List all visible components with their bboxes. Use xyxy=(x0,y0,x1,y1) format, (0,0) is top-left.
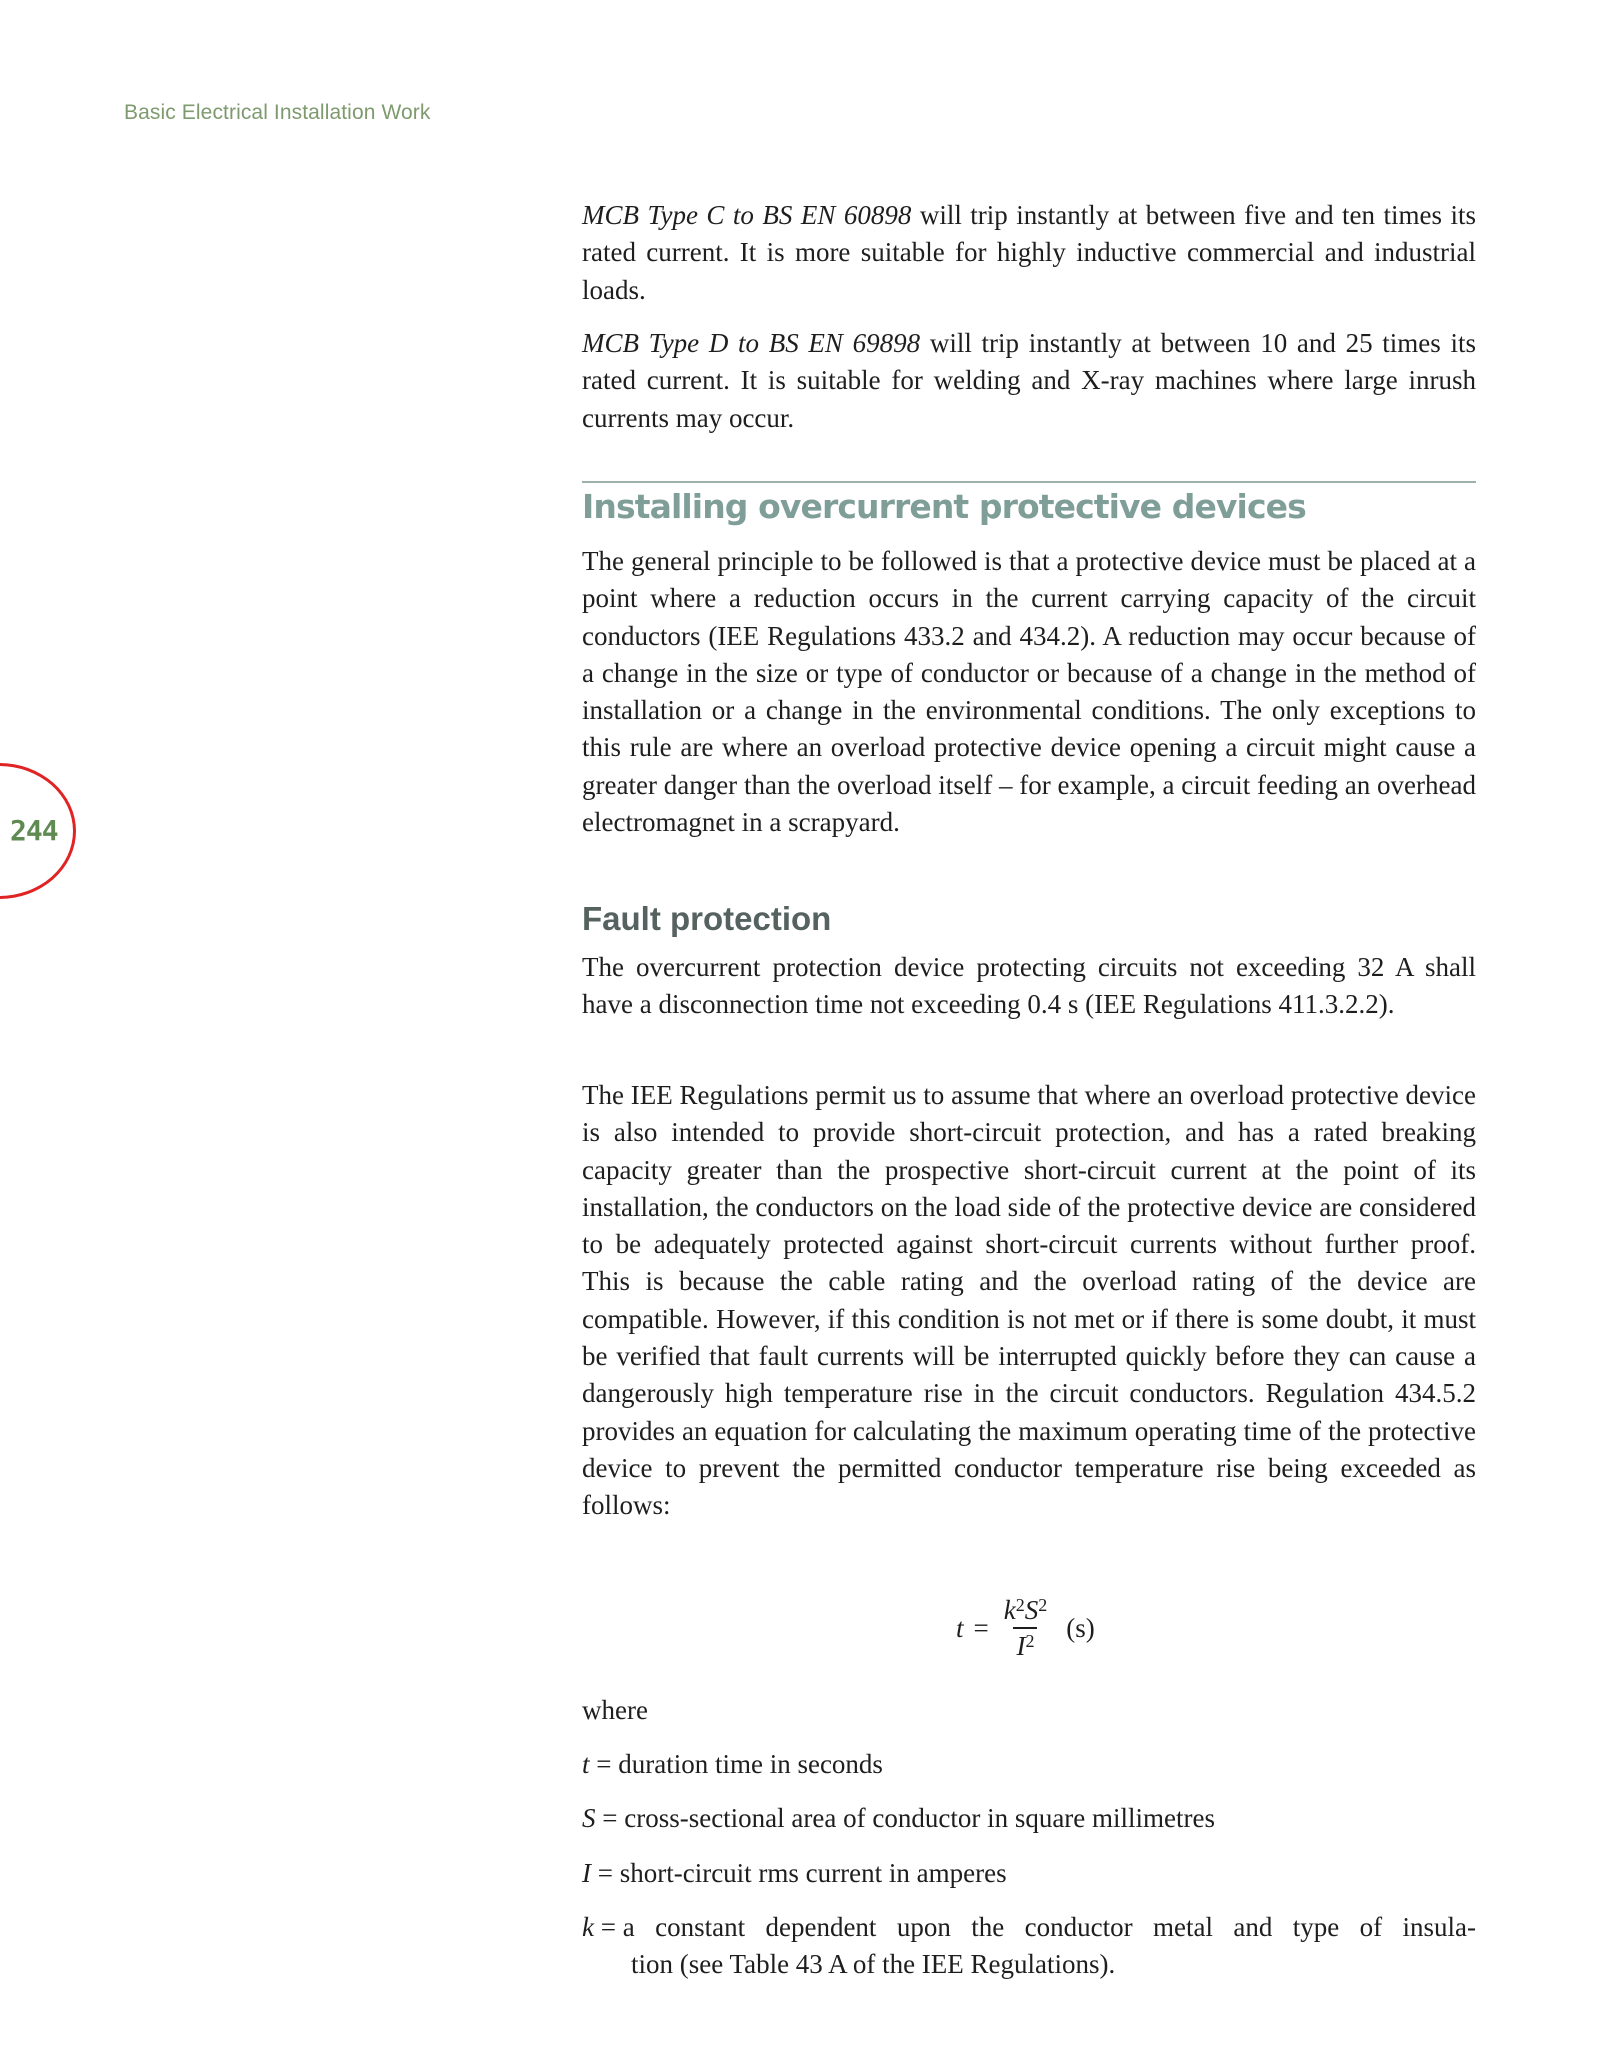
mcb-type-c-lead: MCB Type C to BS EN 60898 xyxy=(582,200,912,230)
definition-k-equals: = xyxy=(593,1912,623,1942)
equation-equals: = xyxy=(973,1612,989,1643)
numerator-s-power: 2 xyxy=(1038,1595,1048,1615)
definition-k-line-2: tion (see Table 43 A of the IEE Regulations). xyxy=(631,1949,1116,1980)
definition-i xyxy=(582,1855,1007,1892)
mcb-type-d-text: will trip instantly at between 10 and 25 times its rated current. It is suitable for welding and X-ray machines where large inrush currents may occur. xyxy=(582,328,1477,433)
definition-t xyxy=(582,1746,883,1783)
fault-paragraph-1-box xyxy=(582,949,1476,1024)
definition-k xyxy=(582,1909,1476,1984)
definition-s-symbol: S xyxy=(582,1803,596,1833)
fault-paragraph-2: The IEE Regulations permit us to assume that where an overload protective device is also intended to provide short-circuit protection, and has a rated breaking capacity greater than the prospective short-circuit current at the point of its installation, the conductors on the load side of the protective device are considered to be adequately protected against short-circuit currents without further proof. This is because the cable rating and the overload rating of the device are compatible. However, if this condition is not met or if there is some doubt, it must be verified that fault currents will be interrupted quickly before they can cause a dangerously high temperature rise in the circuit conductors. Regulation 434.5.2 provides an equation for calculating the maximum operating time of the protective device to prevent the permitted conductor temperature rise being exceeded as follows: xyxy=(582,1080,1476,1521)
equation-unit: (s) xyxy=(1066,1612,1095,1643)
definition-k-line-1: a constant dependent upon the conductor metal and type of insula- xyxy=(622,1912,1476,1942)
running-header: Basic Electrical Installation Work xyxy=(124,101,431,124)
mcb-type-c-text: will trip instantly at between five and ten times its rated current. It is more suitable for highly inductive commercial and industrial loads. xyxy=(582,200,1476,305)
equation-fraction xyxy=(1001,1593,1050,1663)
section-heading: Installing overcurrent protective devices xyxy=(582,487,1306,526)
numerator-s: S xyxy=(1024,1595,1039,1625)
section-paragraph-box xyxy=(582,543,1476,841)
definition-s-text: = cross-sectional area of conductor in square millimetres xyxy=(595,1803,1216,1833)
numerator-k: k xyxy=(1003,1595,1016,1625)
fault-paragraph-2-box xyxy=(582,1077,1476,1525)
mcb-type-c-paragraph xyxy=(582,197,1476,309)
equation-denominator xyxy=(1013,1627,1037,1663)
equation-lhs: t xyxy=(956,1612,964,1643)
mcb-type-d-paragraph xyxy=(582,325,1476,437)
definition-t-text: = duration time in seconds xyxy=(589,1749,883,1779)
fault-protection-heading: Fault protection xyxy=(582,900,832,937)
mcb-type-d-lead: MCB Type D to BS EN 69898 xyxy=(582,328,921,358)
where-label: where xyxy=(582,1695,648,1725)
definition-i-symbol: I xyxy=(582,1858,591,1888)
definition-t-symbol: t xyxy=(582,1749,590,1779)
denominator-i-power: 2 xyxy=(1025,1631,1035,1651)
denominator-i: I xyxy=(1016,1631,1026,1661)
equation-numerator xyxy=(1001,1593,1050,1627)
definition-i-text: = short-circuit rms current in amperes xyxy=(591,1858,1007,1888)
fault-paragraph-1: The overcurrent protection device protecting circuits not exceeding 32 A shall have a disconnection time not exceeding 0.4 s (IEE Regulations 411.3.2.2). xyxy=(582,952,1476,1020)
definition-k-symbol: k xyxy=(582,1912,594,1942)
page-number: 244 xyxy=(10,814,58,847)
disconnection-time-equation xyxy=(956,1590,1095,1666)
section-divider xyxy=(582,481,1476,483)
numerator-k-power: 2 xyxy=(1015,1595,1025,1615)
section-paragraph: The general principle to be followed is that a protective device must be placed at a point where a reduction occurs in the current carrying capacity of the circuit conductors (IEE Regulations 433.2 and 434.2). A reduction may occur because of a change in the size or type of conductor or because of a change in the method of installation or a change in the environmental conditions. The only exceptions to this rule are where an overload protective device opening a circuit might cause a greater danger than the overload itself – for example, a circuit feeding an overhead electromagnet in a scrapyard. xyxy=(582,546,1476,838)
definition-s xyxy=(582,1800,1215,1837)
